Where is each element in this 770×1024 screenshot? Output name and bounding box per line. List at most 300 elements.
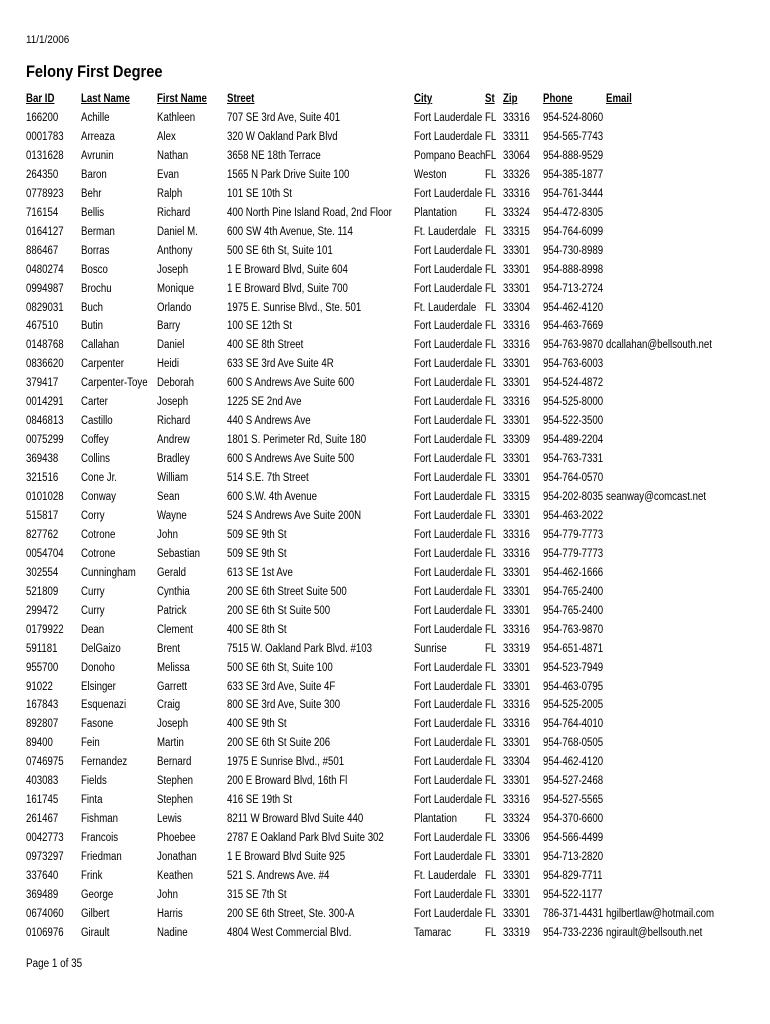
- cell-phone: 954-463-7669: [543, 320, 604, 333]
- cell-phone: 954-888-8998: [543, 263, 604, 276]
- cell-phone: 954-713-2724: [543, 282, 604, 295]
- cell-bar-id: 379417: [26, 377, 59, 390]
- cell-first-name: Martin: [157, 737, 184, 750]
- cell-street: 1225 SE 2nd Ave: [227, 396, 302, 409]
- table-row: [0, 696, 770, 715]
- cell-st: FL: [485, 320, 497, 333]
- cell-zip: 33301: [503, 282, 530, 295]
- column-header-email: Email: [606, 93, 632, 105]
- cell-first-name: William: [157, 472, 189, 485]
- cell-first-name: Phoebee: [157, 832, 196, 845]
- cell-city: Fort Lauderdale: [414, 623, 483, 636]
- cell-phone: 954-763-7331: [543, 453, 604, 466]
- cell-phone: 954-522-1177: [543, 888, 603, 901]
- cell-zip: 33316: [503, 112, 530, 124]
- cell-st: FL: [485, 623, 497, 636]
- cell-phone: 954-522-3500: [543, 415, 604, 428]
- cell-city: Fort Lauderdale: [414, 775, 483, 788]
- cell-first-name: Bradley: [157, 453, 190, 466]
- cell-st: FL: [485, 168, 497, 181]
- cell-street: 440 S Andrews Ave: [227, 415, 311, 428]
- cell-last-name: Elsinger: [81, 680, 116, 693]
- cell-st: FL: [485, 888, 497, 901]
- cell-zip: 33316: [503, 528, 530, 541]
- cell-last-name: George: [81, 888, 114, 901]
- cell-last-name: Cotrone: [81, 547, 116, 560]
- cell-last-name: Butin: [81, 320, 104, 333]
- cell-first-name: Ralph: [157, 187, 183, 200]
- cell-first-name: Deborah: [157, 377, 195, 390]
- cell-bar-id: 369438: [26, 453, 59, 466]
- cell-st: FL: [485, 737, 497, 750]
- cell-city: Fort Lauderdale: [414, 396, 483, 409]
- cell-last-name: Conway: [81, 491, 116, 503]
- cell-street: 1975 E. Sunrise Blvd., Ste. 501: [227, 301, 362, 314]
- cell-street: 100 SE 12th St: [227, 320, 292, 333]
- cell-city: Fort Lauderdale: [414, 434, 483, 447]
- cell-first-name: Stephen: [157, 775, 194, 788]
- cell-last-name: Esquenazi: [81, 699, 127, 712]
- cell-zip: 33304: [503, 301, 530, 314]
- cell-first-name: Harris: [157, 907, 183, 920]
- cell-bar-id: 0101028: [26, 491, 64, 503]
- cell-zip: 33324: [503, 206, 530, 219]
- table-row: [0, 336, 770, 355]
- cell-last-name: Corry: [81, 509, 105, 522]
- cell-zip: 33326: [503, 168, 530, 181]
- cell-last-name: Carpenter: [81, 358, 124, 371]
- table-row: [0, 261, 770, 280]
- cell-phone: 786-371-4431: [543, 907, 604, 920]
- cell-city: Fort Lauderdale: [414, 737, 483, 750]
- cell-phone: 954-764-0570: [543, 472, 604, 485]
- cell-first-name: Daniel: [157, 339, 185, 352]
- cell-bar-id: 886467: [26, 244, 59, 257]
- cell-bar-id: 0054704: [26, 547, 64, 560]
- cell-bar-id: 369489: [26, 888, 59, 901]
- table-row: [0, 867, 770, 886]
- cell-phone: 954-768-0505: [543, 737, 604, 750]
- cell-first-name: Nathan: [157, 149, 189, 162]
- cell-st: FL: [485, 206, 497, 219]
- cell-phone: 954-713-2820: [543, 851, 604, 864]
- cell-city: Fort Lauderdale: [414, 604, 483, 617]
- cell-email: hgilbertlaw@hotmail.com: [606, 907, 715, 920]
- cell-city: Fort Lauderdale: [414, 187, 483, 200]
- cell-street: 1801 S. Perimeter Rd, Suite 180: [227, 434, 367, 447]
- table-row: [0, 412, 770, 431]
- table-row: [0, 659, 770, 678]
- cell-city: Fort Lauderdale: [414, 888, 483, 901]
- cell-phone: 954-527-2468: [543, 775, 604, 788]
- cell-street: 200 E Broward Blvd, 16th Fl: [227, 775, 348, 788]
- cell-last-name: Finta: [81, 794, 103, 807]
- cell-city: Fort Lauderdale: [414, 415, 483, 428]
- cell-street: 200 SE 6th St Suite 500: [227, 604, 331, 617]
- cell-phone: 954-763-9870: [543, 623, 604, 636]
- cell-email: dcallahan@bellsouth.net: [606, 339, 712, 352]
- cell-street: 600 S.W. 4th Avenue: [227, 491, 318, 503]
- cell-last-name: Fernandez: [81, 756, 128, 769]
- table-row: [0, 734, 770, 753]
- cell-st: FL: [485, 491, 497, 503]
- cell-last-name: Fields: [81, 775, 107, 788]
- table-row: [0, 450, 770, 469]
- cell-street: 707 SE 3rd Ave, Suite 401: [227, 112, 341, 124]
- cell-last-name: Bellis: [81, 206, 105, 219]
- cell-bar-id: 89400: [26, 737, 53, 750]
- cell-st: FL: [485, 832, 497, 845]
- cell-zip: 33301: [503, 358, 530, 371]
- cell-last-name: Curry: [81, 604, 105, 617]
- table-row: [0, 602, 770, 621]
- table-row: [0, 488, 770, 507]
- cell-city: Pompano Beach: [414, 149, 486, 162]
- cell-phone: 954-523-7949: [543, 661, 604, 674]
- cell-city: Tamarac: [414, 926, 452, 939]
- cell-st: FL: [485, 813, 497, 826]
- cell-first-name: Sebastian: [157, 547, 200, 560]
- cell-zip: 33309: [503, 434, 530, 447]
- cell-phone: 954-462-4120: [543, 301, 604, 314]
- cell-zip: 33301: [503, 263, 530, 276]
- report-title: Felony First Degree: [26, 62, 163, 81]
- cell-zip: 33301: [503, 415, 530, 428]
- table-row: [0, 715, 770, 734]
- cell-zip: 33316: [503, 794, 530, 807]
- cell-zip: 33301: [503, 851, 530, 864]
- cell-last-name: Cone Jr.: [81, 472, 117, 485]
- cell-last-name: Fein: [81, 737, 100, 750]
- cell-phone: 954-566-4499: [543, 832, 604, 845]
- cell-st: FL: [485, 472, 497, 485]
- cell-phone: 954-761-3444: [543, 187, 604, 200]
- cell-first-name: Evan: [157, 168, 180, 181]
- cell-zip: 33319: [503, 642, 530, 655]
- cell-street: 1 E Broward Blvd, Suite 700: [227, 282, 348, 295]
- cell-city: Fort Lauderdale: [414, 907, 483, 920]
- cell-last-name: Friedman: [81, 851, 122, 864]
- cell-phone: 954-829-7711: [543, 870, 603, 882]
- cell-last-name: Fishman: [81, 813, 119, 826]
- cell-bar-id: 892807: [26, 718, 59, 731]
- cell-last-name: Girault: [81, 926, 110, 939]
- cell-bar-id: 0106976: [26, 926, 64, 939]
- cell-last-name: Borras: [81, 244, 110, 257]
- cell-zip: 33304: [503, 756, 530, 769]
- cell-zip: 33301: [503, 377, 530, 390]
- cell-st: FL: [485, 187, 497, 200]
- cell-street: 101 SE 10th St: [227, 187, 292, 200]
- table-row: [0, 545, 770, 564]
- cell-last-name: Curry: [81, 585, 105, 598]
- cell-first-name: Joseph: [157, 396, 189, 409]
- table-header: [0, 90, 770, 109]
- cell-city: Fort Lauderdale: [414, 472, 483, 485]
- table-row: [0, 242, 770, 261]
- cell-bar-id: 0829031: [26, 301, 64, 314]
- cell-phone: 954-730-8989: [543, 244, 604, 257]
- cell-bar-id: 167843: [26, 699, 59, 712]
- cell-last-name: Achille: [81, 112, 110, 124]
- cell-phone: 954-462-1666: [543, 566, 604, 579]
- cell-bar-id: 0075299: [26, 434, 64, 447]
- cell-last-name: Fasone: [81, 718, 114, 731]
- cell-first-name: Richard: [157, 415, 191, 428]
- cell-zip: 33315: [503, 225, 530, 238]
- cell-st: FL: [485, 130, 497, 143]
- cell-city: Fort Lauderdale: [414, 547, 483, 560]
- cell-st: FL: [485, 547, 497, 560]
- table-row: [0, 924, 770, 943]
- cell-st: FL: [485, 282, 497, 295]
- report-date: 11/1/2006: [26, 34, 70, 46]
- cell-bar-id: 302554: [26, 566, 59, 579]
- cell-zip: 33306: [503, 832, 530, 845]
- cell-zip: 33301: [503, 737, 530, 750]
- cell-st: FL: [485, 870, 497, 882]
- cell-last-name: Cotrone: [81, 528, 116, 541]
- cell-phone: 954-779-7773: [543, 547, 604, 560]
- table-row: [0, 886, 770, 905]
- cell-phone: 954-779-7773: [543, 528, 604, 541]
- table-row: [0, 147, 770, 166]
- cell-st: FL: [485, 756, 497, 769]
- cell-first-name: Kathleen: [157, 112, 196, 124]
- cell-st: FL: [485, 453, 497, 466]
- cell-last-name: Brochu: [81, 282, 112, 295]
- cell-last-name: Collins: [81, 453, 110, 466]
- cell-st: FL: [485, 112, 497, 124]
- cell-last-name: Carpenter-Toye: [81, 377, 148, 390]
- cell-first-name: Melissa: [157, 661, 190, 674]
- cell-zip: 33316: [503, 396, 530, 409]
- cell-bar-id: 955700: [26, 661, 59, 674]
- cell-phone: 954-472-8305: [543, 206, 604, 219]
- cell-zip: 33319: [503, 926, 530, 939]
- table-row: [0, 393, 770, 412]
- table-row: [0, 848, 770, 867]
- column-header-last-name: Last Name: [81, 93, 130, 105]
- cell-zip: 33324: [503, 813, 530, 826]
- cell-city: Fort Lauderdale: [414, 794, 483, 807]
- cell-st: FL: [485, 851, 497, 864]
- cell-first-name: Bernard: [157, 756, 192, 769]
- cell-phone: 954-763-9870: [543, 339, 604, 352]
- table-row: [0, 772, 770, 791]
- cell-city: Plantation: [414, 206, 457, 219]
- cell-last-name: Francois: [81, 832, 119, 845]
- cell-city: Fort Lauderdale: [414, 680, 483, 693]
- column-header-first-name: First Name: [157, 93, 207, 105]
- cell-last-name: Cunningham: [81, 566, 136, 579]
- cell-zip: 33301: [503, 566, 530, 579]
- cell-phone: 954-888-9529: [543, 149, 604, 162]
- cell-street: 4804 West Commercial Blvd.: [227, 926, 352, 939]
- cell-street: 400 North Pine Island Road, 2nd Floor: [227, 206, 392, 219]
- cell-phone: 954-524-8060: [543, 112, 604, 124]
- cell-st: FL: [485, 566, 497, 579]
- cell-city: Fort Lauderdale: [414, 112, 483, 124]
- cell-bar-id: 591181: [26, 642, 58, 655]
- cell-email: ngirault@bellsouth.net: [606, 926, 703, 939]
- cell-phone: 954-202-8035: [543, 491, 604, 503]
- table-row: [0, 905, 770, 924]
- cell-phone: 954-463-2022: [543, 509, 604, 522]
- cell-st: FL: [485, 794, 497, 807]
- cell-phone: 954-525-8000: [543, 396, 604, 409]
- cell-city: Fort Lauderdale: [414, 282, 483, 295]
- table-row: [0, 374, 770, 393]
- cell-zip: 33316: [503, 320, 530, 333]
- cell-first-name: Richard: [157, 206, 191, 219]
- page-footer: Page 1 of 35: [26, 958, 83, 970]
- cell-zip: 33316: [503, 187, 530, 200]
- cell-bar-id: 321516: [26, 472, 59, 485]
- column-header-street: Street: [227, 93, 255, 105]
- table-row: [0, 621, 770, 640]
- cell-st: FL: [485, 509, 497, 522]
- cell-phone: 954-764-6099: [543, 225, 604, 238]
- cell-bar-id: 0480274: [26, 263, 64, 276]
- cell-street: 600 S Andrews Ave Suite 500: [227, 453, 355, 466]
- cell-street: 633 SE 3rd Ave Suite 4R: [227, 358, 334, 371]
- table-row: [0, 810, 770, 829]
- cell-zip: 33301: [503, 775, 530, 788]
- cell-first-name: Gerald: [157, 566, 187, 579]
- cell-city: Fort Lauderdale: [414, 566, 483, 579]
- cell-zip: 33316: [503, 718, 530, 731]
- cell-st: FL: [485, 301, 497, 314]
- table-row: [0, 507, 770, 526]
- cell-city: Fort Lauderdale: [414, 320, 483, 333]
- cell-city: Fort Lauderdale: [414, 244, 483, 257]
- cell-st: FL: [485, 149, 497, 162]
- cell-zip: 33301: [503, 244, 530, 257]
- cell-city: Fort Lauderdale: [414, 661, 483, 674]
- table-row: [0, 564, 770, 583]
- table-row: [0, 640, 770, 659]
- cell-bar-id: 0148768: [26, 339, 64, 352]
- cell-city: Fort Lauderdale: [414, 756, 483, 769]
- cell-email: seanway@comcast.net: [606, 491, 707, 503]
- cell-city: Fort Lauderdale: [414, 699, 483, 712]
- cell-first-name: Nadine: [157, 926, 188, 939]
- table-row: [0, 280, 770, 299]
- cell-st: FL: [485, 926, 497, 939]
- cell-st: FL: [485, 718, 497, 731]
- cell-first-name: Barry: [157, 320, 181, 333]
- cell-bar-id: 91022: [26, 680, 53, 693]
- cell-first-name: Brent: [157, 642, 181, 655]
- cell-bar-id: 299472: [26, 604, 59, 617]
- cell-first-name: Clement: [157, 623, 193, 636]
- table-row: [0, 791, 770, 810]
- cell-last-name: Baron: [81, 168, 107, 181]
- cell-street: 500 SE 6th St, Suite 101: [227, 244, 333, 257]
- cell-st: FL: [485, 642, 497, 655]
- cell-bar-id: 161745: [26, 794, 59, 807]
- cell-phone: 954-765-2400: [543, 585, 604, 598]
- cell-zip: 33301: [503, 453, 530, 466]
- cell-street: 315 SE 7th St: [227, 888, 287, 901]
- cell-zip: 33316: [503, 623, 530, 636]
- cell-st: FL: [485, 661, 497, 674]
- cell-last-name: Avrunin: [81, 149, 114, 162]
- cell-phone: 954-763-6003: [543, 358, 604, 371]
- cell-phone: 954-525-2005: [543, 699, 604, 712]
- cell-first-name: Patrick: [157, 604, 187, 617]
- cell-last-name: Gilbert: [81, 907, 110, 920]
- cell-bar-id: 337640: [26, 870, 59, 882]
- cell-st: FL: [485, 585, 497, 598]
- cell-last-name: Bosco: [81, 263, 108, 276]
- cell-street: 524 S Andrews Ave Suite 200N: [227, 509, 362, 522]
- cell-st: FL: [485, 358, 497, 371]
- cell-bar-id: 0164127: [26, 225, 64, 238]
- cell-zip: 33301: [503, 472, 530, 485]
- cell-first-name: Daniel M.: [157, 225, 198, 238]
- cell-first-name: John: [157, 888, 178, 901]
- cell-st: FL: [485, 244, 497, 257]
- cell-first-name: Alex: [157, 130, 176, 143]
- cell-bar-id: 0179922: [26, 623, 64, 636]
- cell-phone: 954-764-4010: [543, 718, 604, 731]
- cell-street: 1 E Broward Blvd, Suite 604: [227, 263, 348, 276]
- cell-city: Ft. Lauderdale: [414, 870, 477, 882]
- cell-city: Fort Lauderdale: [414, 832, 483, 845]
- table-row: [0, 678, 770, 697]
- cell-zip: 33311: [503, 130, 530, 143]
- cell-zip: 33316: [503, 339, 530, 352]
- cell-city: Plantation: [414, 813, 457, 826]
- table-row: [0, 355, 770, 374]
- cell-street: 200 SE 6th St Suite 206: [227, 737, 331, 750]
- cell-zip: 33316: [503, 547, 530, 560]
- cell-st: FL: [485, 699, 497, 712]
- table-row: [0, 317, 770, 336]
- cell-first-name: Joseph: [157, 263, 189, 276]
- cell-phone: 954-527-5565: [543, 794, 604, 807]
- cell-last-name: Dean: [81, 623, 105, 636]
- cell-phone: 954-489-2204: [543, 434, 604, 447]
- table-row: [0, 753, 770, 772]
- cell-st: FL: [485, 907, 497, 920]
- cell-first-name: Wayne: [157, 509, 187, 522]
- cell-st: FL: [485, 415, 497, 428]
- cell-zip: 33301: [503, 888, 530, 901]
- table-row: [0, 299, 770, 318]
- cell-bar-id: 467510: [26, 320, 59, 333]
- cell-first-name: Anthony: [157, 244, 193, 257]
- cell-zip: 33301: [503, 680, 530, 693]
- column-header-st: St: [485, 93, 495, 105]
- cell-zip: 33301: [503, 661, 530, 674]
- cell-last-name: Coffey: [81, 434, 109, 447]
- cell-bar-id: 403083: [26, 775, 59, 788]
- cell-city: Fort Lauderdale: [414, 263, 483, 276]
- cell-bar-id: 0674060: [26, 907, 64, 920]
- table-row: [0, 166, 770, 185]
- cell-first-name: Joseph: [157, 718, 189, 731]
- cell-street: 600 S Andrews Ave Suite 600: [227, 377, 355, 390]
- cell-street: 200 SE 6th Street Suite 500: [227, 585, 347, 598]
- cell-last-name: Castillo: [81, 415, 113, 428]
- cell-city: Fort Lauderdale: [414, 585, 483, 598]
- cell-bar-id: 0778923: [26, 187, 64, 200]
- cell-city: Fort Lauderdale: [414, 377, 483, 390]
- cell-phone: 954-651-4871: [543, 642, 604, 655]
